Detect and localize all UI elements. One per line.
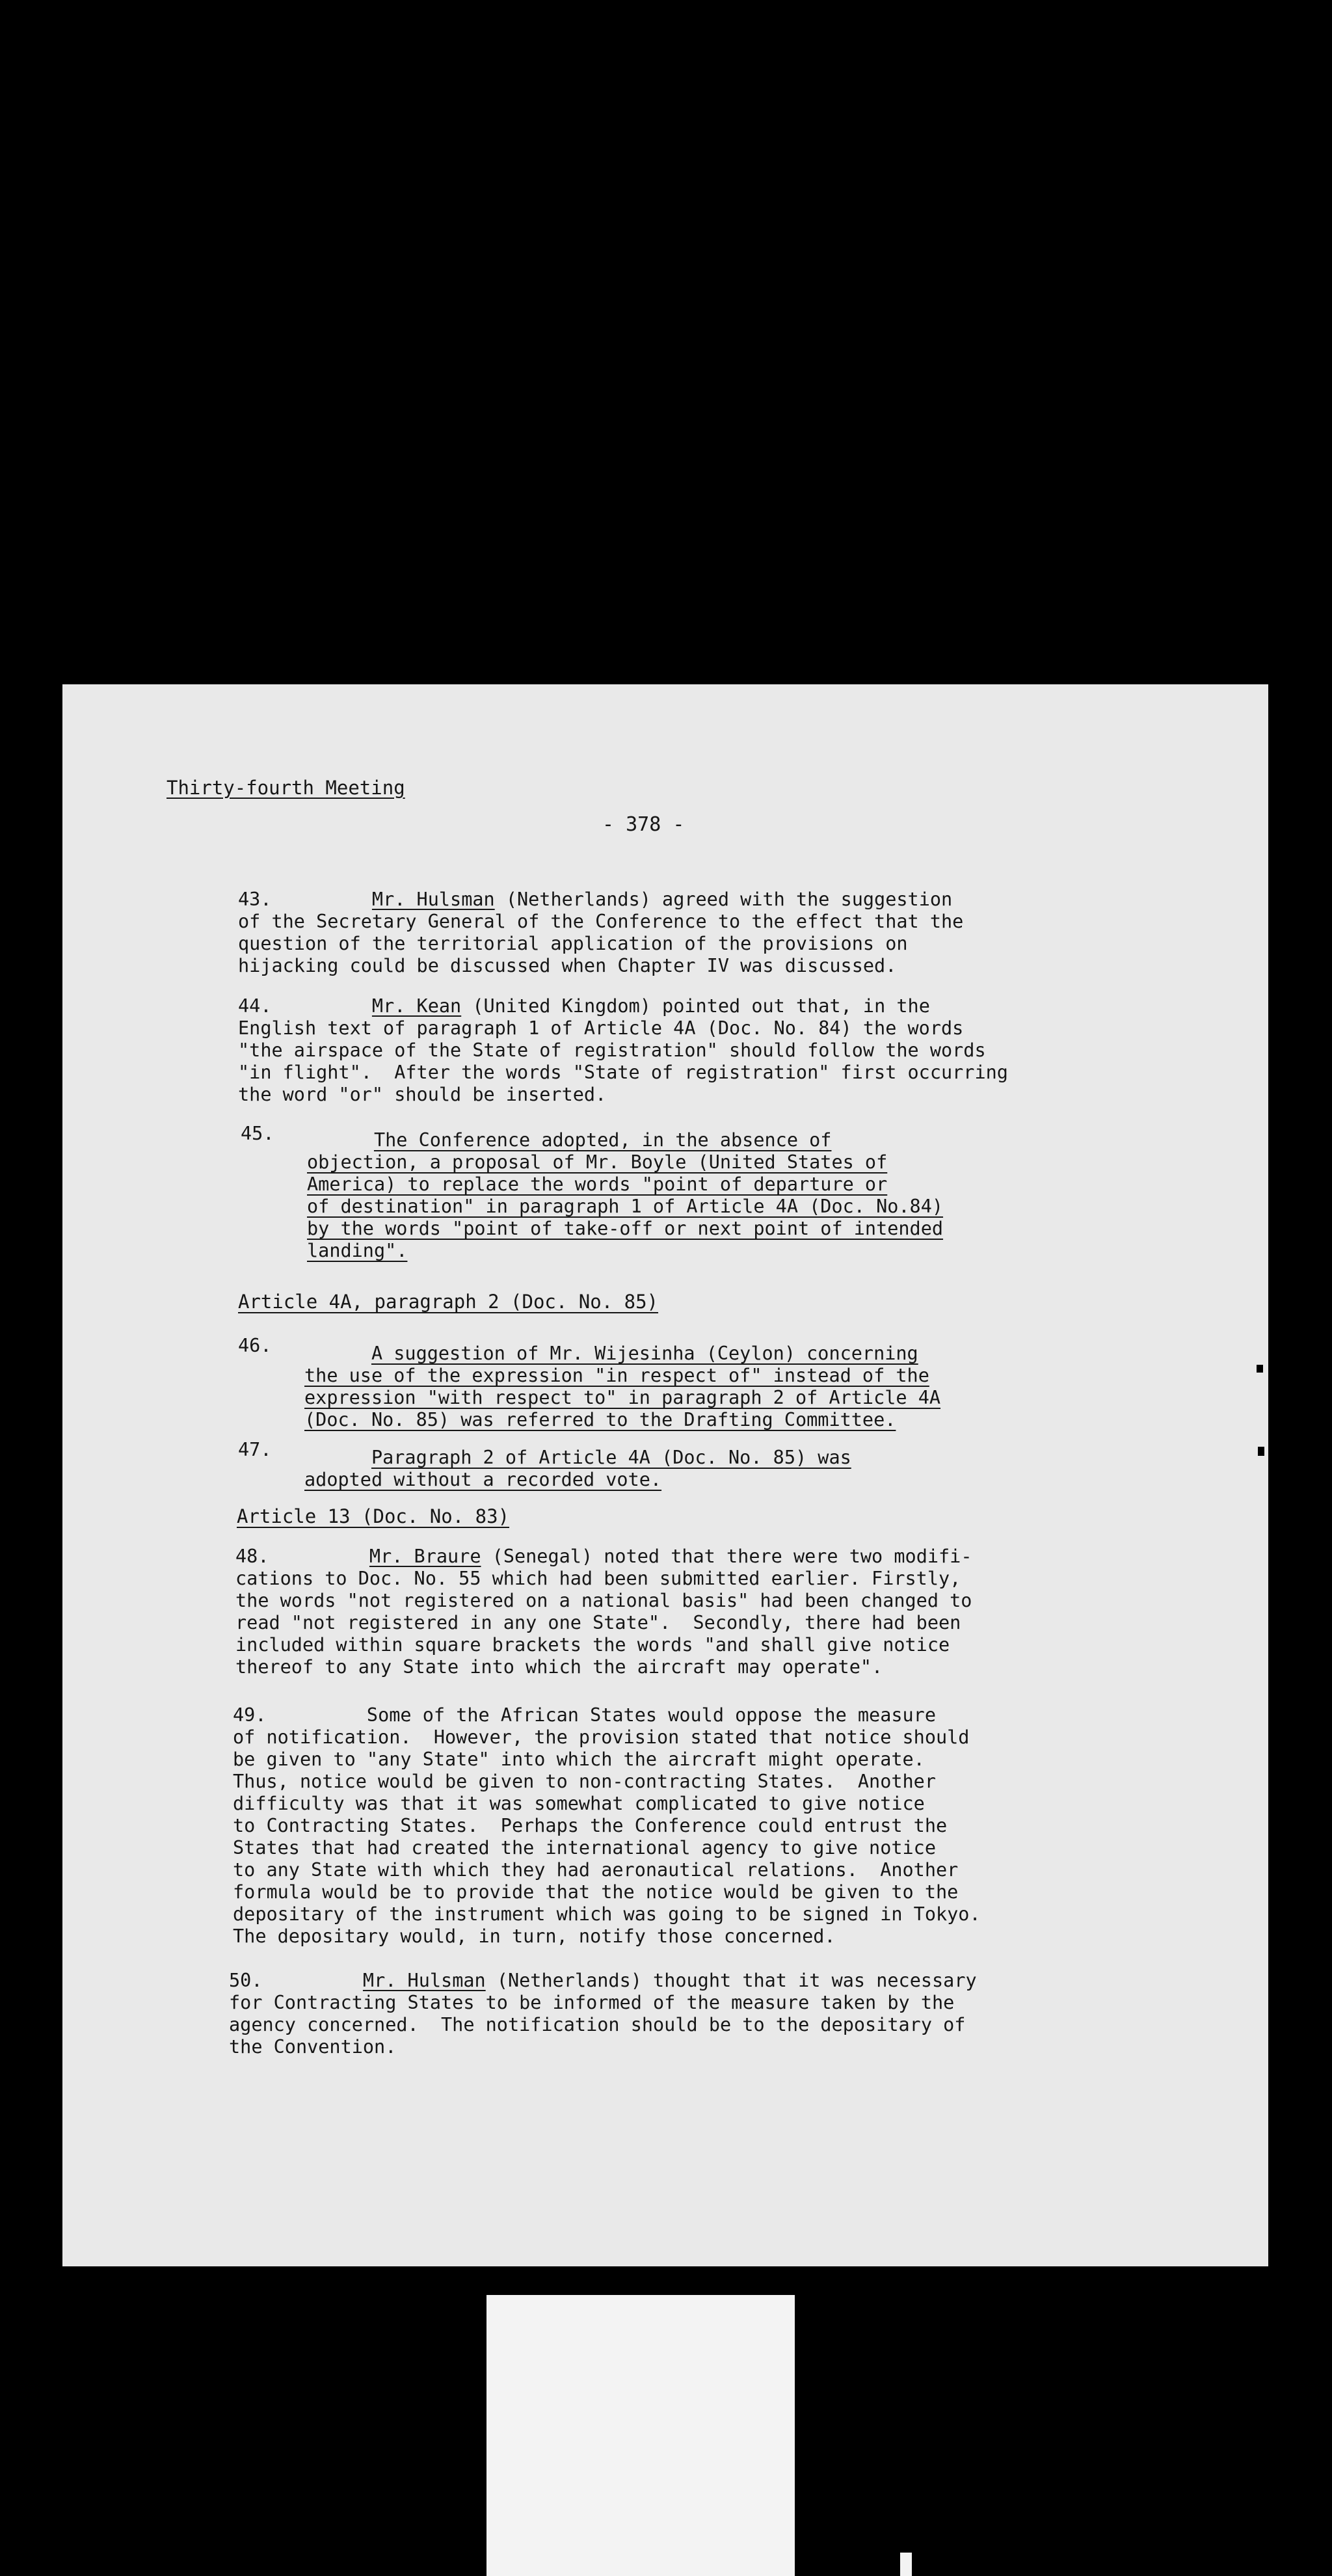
speaker-name: Mr. Hulsman: [371, 889, 495, 910]
paragraph-47-number: 47.: [238, 1439, 272, 1460]
film-edge-mark: [900, 2553, 912, 2576]
speaker-name: Mr. Kean: [371, 995, 462, 1017]
paragraph-number: 48.: [235, 1546, 269, 1567]
paragraph-45: The Conference adopted, in the absence of objection, a proposal of Mr. Boyle (United States of America) to replace the words "point of departure or of destination" in paragraph 1 of Article 4A (Doc. No.84) by the words "point of take-off or next point of intended landing".: [307, 1129, 944, 1261]
speaker-name: Mr. Hulsman: [362, 1970, 486, 1991]
document-page: [62, 684, 1268, 2266]
paragraph-43: 43. Mr. Hulsman (Netherlands) agreed with the suggestion of the Secretary General of the Conference to the effect that the question of the territorial application of the provisions on hijacking could be discussed when Chapter IV was discussed.: [238, 889, 964, 976]
section-heading-article-13: Article 13 (Doc. No. 83): [237, 1505, 510, 1527]
paragraph-number: 49.: [233, 1704, 267, 1726]
margin-mark: [1257, 1365, 1263, 1373]
paragraph-number: 50.: [229, 1970, 263, 1991]
meeting-header: Thirty-fourth Meeting: [166, 777, 405, 799]
section-heading-article-4a: Article 4A, paragraph 2 (Doc. No. 85): [238, 1291, 659, 1313]
paragraph-number: 44.: [238, 995, 272, 1017]
paragraph-number: 43.: [238, 889, 272, 910]
film-target-card: [486, 2295, 795, 2576]
paragraph-50: 50. Mr. Hulsman (Netherlands) thought that it was necessary for Contracting States to be informed of the measure taken by the agency concerned. The notification should be to the depositary of the Convention.: [229, 1970, 977, 2058]
paragraph-48: 48. Mr. Braure (Senegal) noted that there were two modifi- cations to Doc. No. 55 which had been submitted earlier. Firstly, the words "not registered on a national basis" had been changed to read "not registered in any one State". Secondly, there had been included within square brackets the words "and shall give notice thereof to any State into which the aircraft may operate".: [235, 1546, 972, 1678]
margin-mark: [1258, 1447, 1264, 1456]
paragraph-46: A suggestion of Mr. Wijesinha (Ceylon) concerning the use of the expression "in respect of" instead of the expression "with respect to" in paragraph 2 of Article 4A (Doc. No. 85) was referred to the Drafting Committee.: [304, 1343, 941, 1430]
paragraph-44: 44. Mr. Kean (United Kingdom) pointed out that, in the English text of paragraph 1 of Article 4A (Doc. No. 84) the words "the airspace of the State of registration" should follow the words "in flight". After the words "State of registration" first occurring the word "or" should be inserted.: [238, 995, 1008, 1105]
paragraph-49: 49. Some of the African States would oppose the measure of notification. However, the provision stated that notice should be given to "any State" into which the aircraft might operate. Thus, notice would be given to non-contracting States. Another difficulty was that it was somewhat complicated to give notice to Contracting States. Perhaps the Conference could entrust the States that had created the international agency to give notice to any State with which they had aeronautical relations. Another formula would be to provide that the notice would be given to the depositary of the instrument which was going to be signed in Tokyo. The depositary would, in turn, notify those concerned.: [233, 1704, 981, 1947]
paragraph-45-number: 45.: [241, 1123, 274, 1144]
page-number: - 378 -: [602, 813, 685, 836]
paragraph-47: Paragraph 2 of Article 4A (Doc. No. 85) was adopted without a recorded vote.: [304, 1447, 851, 1490]
speaker-name: Mr. Braure: [369, 1546, 481, 1567]
paragraph-46-number: 46.: [238, 1335, 272, 1356]
